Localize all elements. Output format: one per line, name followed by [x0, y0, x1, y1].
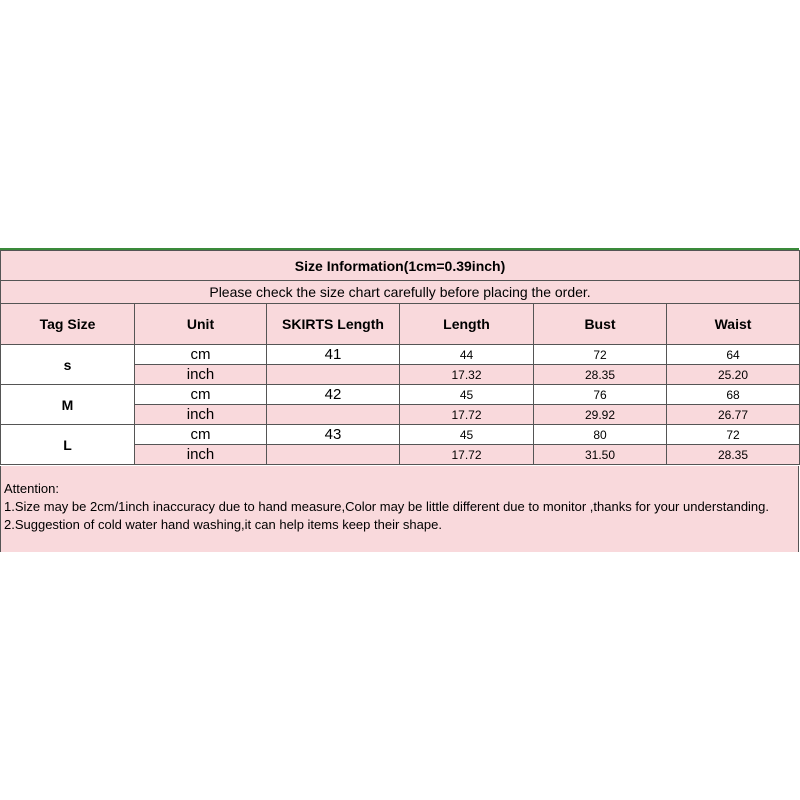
size-table [0, 250, 800, 465]
length-cell: 45 [400, 385, 534, 405]
tag-size-cell: s [1, 345, 135, 385]
header-bust: Bust [534, 304, 667, 345]
chart-title: Size Information(1cm=0.39inch) [1, 251, 800, 281]
waist-cell: 28.35 [667, 445, 800, 465]
length-cell: 17.32 [400, 365, 534, 385]
waist-cell: 72 [667, 425, 800, 445]
waist-cell: 68 [667, 385, 800, 405]
header-row [1, 304, 800, 345]
title-row [1, 251, 800, 281]
table-row [1, 425, 800, 445]
header-length: Length [400, 304, 534, 345]
skirts-length-cell [267, 445, 400, 465]
header-waist: Waist [667, 304, 800, 345]
bust-cell: 80 [534, 425, 667, 445]
size-chart [0, 248, 799, 552]
table-row [1, 345, 800, 365]
skirts-length-cell [267, 365, 400, 385]
chart-subtitle: Please check the size chart carefully before placing the order. [1, 281, 800, 304]
header-unit: Unit [135, 304, 267, 345]
attention-notes [0, 466, 799, 552]
waist-cell: 25.20 [667, 365, 800, 385]
unit-cell: cm [135, 425, 267, 445]
skirts-length-cell [267, 405, 400, 425]
header-skirts-length: SKIRTS Length [267, 304, 400, 345]
waist-cell: 26.77 [667, 405, 800, 425]
bust-cell: 28.35 [534, 365, 667, 385]
skirts-length-cell: 41 [267, 345, 400, 365]
table-row [1, 385, 800, 405]
unit-cell: inch [135, 365, 267, 385]
unit-cell: cm [135, 345, 267, 365]
notes-line-1: 1.Size may be 2cm/1inch inaccuracy due to hand measure,Color may be little different due to monitor ,thanks for your understanding. [4, 499, 770, 514]
length-cell: 17.72 [400, 445, 534, 465]
length-cell: 44 [400, 345, 534, 365]
notes-line-2: 2.Suggestion of cold water hand washing,it can help items keep their shape. [4, 517, 442, 532]
unit-cell: inch [135, 445, 267, 465]
bust-cell: 76 [534, 385, 667, 405]
bust-cell: 29.92 [534, 405, 667, 425]
bust-cell: 72 [534, 345, 667, 365]
unit-cell: inch [135, 405, 267, 425]
unit-cell: cm [135, 385, 267, 405]
skirts-length-cell: 43 [267, 425, 400, 445]
notes-heading: Attention: [4, 481, 59, 496]
length-cell: 17.72 [400, 405, 534, 425]
tag-size-cell: L [1, 425, 135, 465]
length-cell: 45 [400, 425, 534, 445]
bust-cell: 31.50 [534, 445, 667, 465]
waist-cell: 64 [667, 345, 800, 365]
header-tag-size: Tag Size [1, 304, 135, 345]
subtitle-row [1, 281, 800, 304]
skirts-length-cell: 42 [267, 385, 400, 405]
tag-size-cell: M [1, 385, 135, 425]
